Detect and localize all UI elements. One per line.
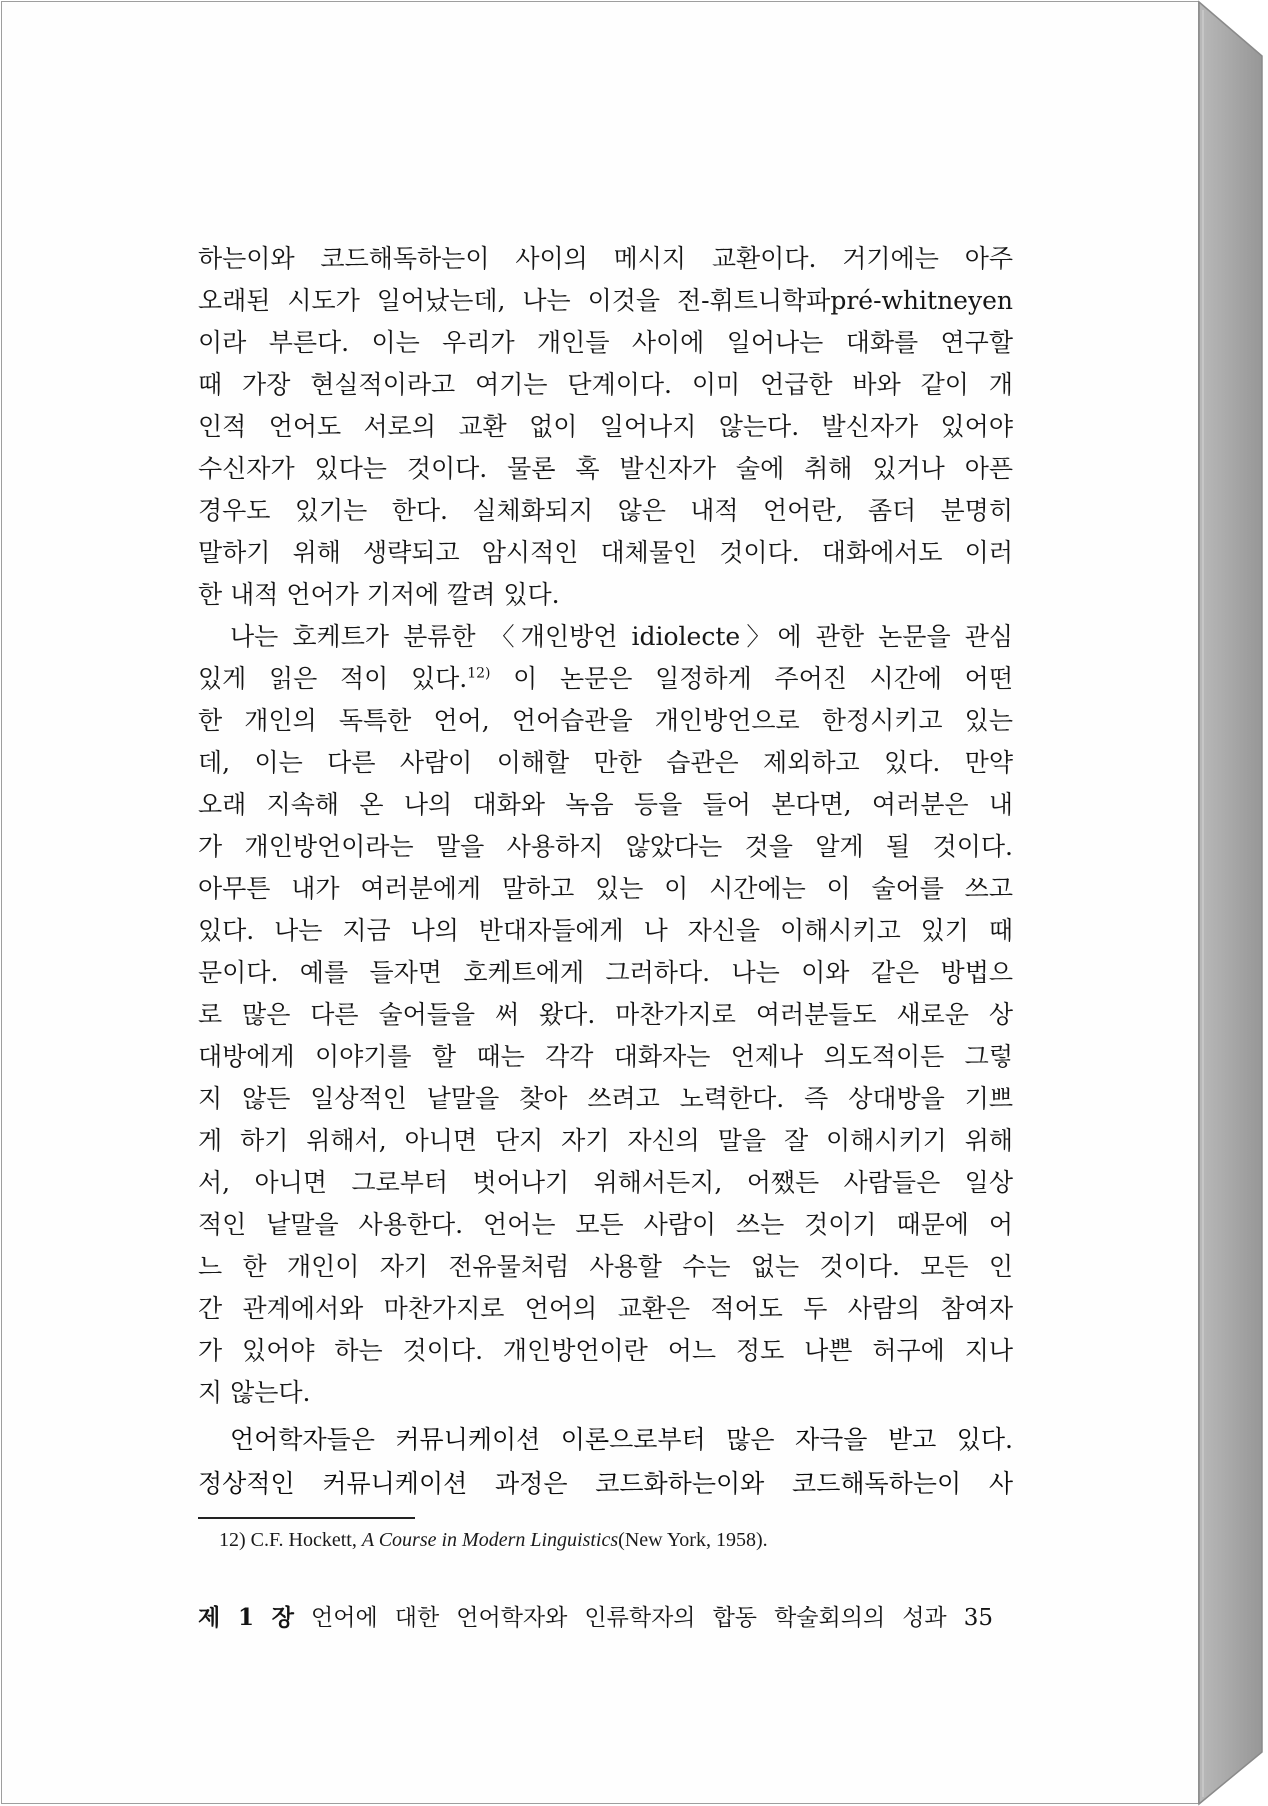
body-line: 지 않든 일상적인 낱말을 찾아 쓰려고 노력한다. 즉 상대방을 기쁘 — [198, 1084, 1013, 1113]
body-line: 간 관계에서와 마찬가지로 언어의 교환은 적어도 두 사람의 참여자 — [198, 1294, 1013, 1323]
body-line: 오래 지속해 온 나의 대화와 녹음 등을 들어 본다면, 여러분은 내 — [198, 790, 1013, 819]
running-footer — [198, 1603, 993, 1633]
body-line: 한 내적 언어가 기저에 깔려 있다. — [198, 580, 560, 609]
body-line: 문이다. 예를 들자면 호케트에게 그러하다. 나는 이와 같은 방법으 — [198, 958, 1013, 987]
body-line: 있다. 나는 지금 나의 반대자들에게 나 자신을 이해시키고 있기 때 — [198, 916, 1013, 945]
body-line: 가 있어야 하는 것이다. 개인방언이란 어느 정도 나쁜 허구에 지나 — [198, 1336, 1013, 1365]
body-line: 언어학자들은 커뮤니케이션 이론으로부터 많은 자극을 받고 있다. — [230, 1425, 1013, 1454]
body-line: 오래된 시도가 일어났는데, 나는 이것을 전-휘트니학파pré-whitneyen — [198, 286, 1013, 315]
body-line — [198, 658, 1013, 700]
footnote-publication: (New York, 1958). — [618, 1529, 768, 1551]
body-line-text: 있게 읽은 적이 있다. — [198, 664, 468, 693]
body-line: 이라 부른다. 이는 우리가 개인들 사이에 일어나는 대화를 연구할 — [198, 328, 1013, 357]
paragraph — [198, 238, 1013, 616]
footnote-reference: 12) — [467, 665, 491, 682]
body-line: 아무튼 내가 여러분에게 말하고 있는 이 시간에는 이 술어를 쓰고 — [198, 874, 1013, 903]
body-line: 서, 아니면 그로부터 벗어나기 위해서든지, 어쨌든 사람들은 일상 — [198, 1168, 1013, 1197]
body-text — [198, 238, 1013, 1414]
body-text — [198, 1418, 1013, 1506]
footnote-book-title: A Course in Modern Linguistics — [361, 1529, 619, 1551]
body-line: 때 가장 현실적이라고 여기는 단계이다. 이미 언급한 바와 같이 개 — [198, 370, 1013, 399]
footnote — [219, 1527, 999, 1553]
body-line: 느 한 개인이 자기 전유물처럼 사용할 수는 없는 것이다. 모든 인 — [198, 1252, 1013, 1281]
body-line: 정상적인 커뮤니케이션 과정은 코드화하는이와 코드해독하는이 사 — [198, 1469, 1013, 1498]
chapter-title: 언어에 대한 언어학자와 인류학자의 합동 학술회의의 성과 — [311, 1605, 947, 1631]
paragraph — [198, 616, 1013, 1414]
body-line: 데, 이는 다른 사람이 이해할 만한 습관은 제외하고 있다. 만약 — [198, 748, 1013, 777]
body-line: 적인 낱말을 사용한다. 언어는 모든 사람이 쓰는 것이기 때문에 어 — [198, 1210, 1013, 1239]
body-line: 게 하기 위해서, 아니면 단지 자기 자신의 말을 잘 이해시키기 위해 — [198, 1126, 1013, 1155]
body-line: 대방에게 이야기를 할 때는 각각 대화자는 언제나 의도적이든 그렇 — [198, 1042, 1013, 1071]
footnote-marker: 12) — [219, 1529, 246, 1551]
book-side-face — [1199, 2, 1262, 1804]
body-line: 로 많은 다른 술어들을 써 왔다. 마찬가지로 여러분들도 새로운 상 — [198, 1000, 1013, 1029]
page-number: 35 — [963, 1605, 993, 1631]
body-line: 나는 호케트가 분류한 〈개인방언 idiolecte〉에 관한 논문을 관심 — [230, 622, 1013, 651]
body-line-text: 이 논문은 일정하게 주어진 시간에 어떤 — [490, 664, 1013, 693]
body-line: 수신자가 있다는 것이다. 물론 혹 발신자가 술에 취해 있거나 아픈 — [198, 454, 1013, 483]
body-line: 가 개인방언이라는 말을 사용하지 않았다는 것을 알게 될 것이다. — [198, 832, 1013, 861]
chapter-label: 제 1 장 — [198, 1604, 294, 1631]
body-line: 말하기 위해 생략되고 암시적인 대체물인 것이다. 대화에서도 이러 — [198, 538, 1013, 567]
footnote-author: C.F. Hockett, — [250, 1529, 357, 1551]
body-line: 경우도 있기는 한다. 실체화되지 않은 내적 언어란, 좀더 분명히 — [198, 496, 1013, 525]
body-line: 하는이와 코드해독하는이 사이의 메시지 교환이다. 거기에는 아주 — [198, 244, 1013, 273]
body-line: 인적 언어도 서로의 교환 없이 일어나지 않는다. 발신자가 있어야 — [198, 412, 1013, 441]
footnote-divider — [198, 1517, 415, 1519]
paragraph — [198, 1418, 1013, 1506]
body-line: 지 않는다. — [198, 1378, 311, 1407]
body-line: 한 개인의 독특한 언어, 언어습관을 개인방언으로 한정시키고 있는 — [198, 706, 1013, 735]
